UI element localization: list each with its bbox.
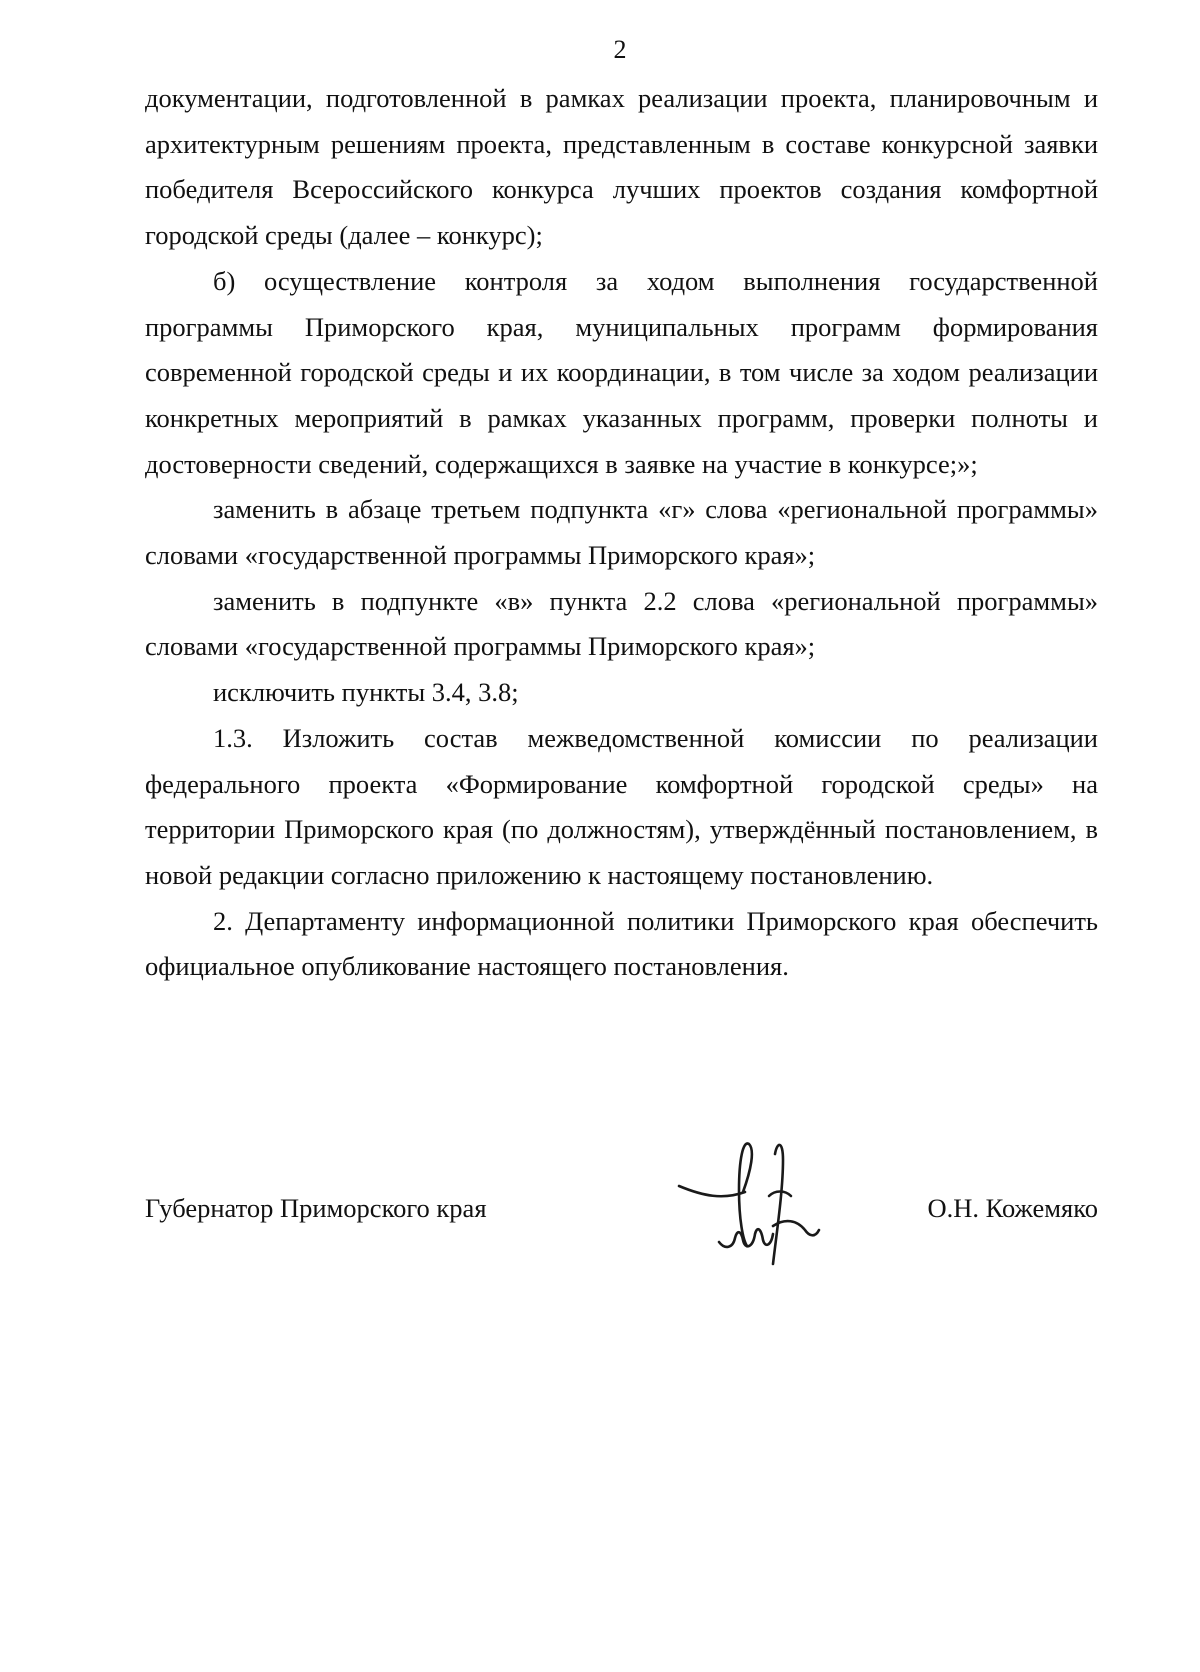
handwritten-signature (673, 1130, 843, 1270)
signature-block (145, 1130, 1098, 1270)
paragraph-continuation: документации, подготовленной в рамках реализации проекта, планировочным и архитектурным решениям проекта, представленным в составе конкурсной заявки победителя Всероссийского конкурса лучших проектов создания комфортной городской среды (далее – конкурс); (145, 83, 1098, 251)
paragraph-item-2: 2. Департаменту информационной политики Приморского края обеспечить официальное опубликование настоящего постановления. (145, 905, 1098, 982)
signatory-title: Губернатор Приморского края (145, 1193, 487, 1223)
document-body (145, 76, 1098, 990)
paragraph-replace-subitem-g: заменить в абзаце третьем подпункта «г» слова «региональной программы» словами «государственной программы Приморского края»; (145, 494, 1098, 571)
paragraph-exclude-items: исключить пункты 3.4, 3.8; (213, 677, 519, 708)
paragraph-subitem-b: б) осуществление контроля за ходом выполнения государственной программы Приморского края, муниципальных программ формирования современной городской среды и их координации, в том числе за ходом реализации конкретных мероприятий в рамках указанных программ, проверки полноты и достоверности сведений, содержащихся в заявке на участие в конкурсе;»; (145, 265, 1098, 479)
page-number: 2 (613, 35, 627, 64)
signatory-name: О.Н. Кожемяко (927, 1193, 1098, 1223)
paragraph-item-1-3: 1.3. Изложить состав межведомственной комиссии по реализации федерального проекта «Формирование комфортной городской среды» на территории Приморского края (по должностям), утверждённый постановлением, в новой редакции согласно приложению к настоящему постановлению. (145, 722, 1098, 890)
paragraph-replace-subitem-v: заменить в подпункте «в» пункта 2.2 слова «региональной программы» словами «государственной программы Приморского края»; (145, 585, 1098, 662)
